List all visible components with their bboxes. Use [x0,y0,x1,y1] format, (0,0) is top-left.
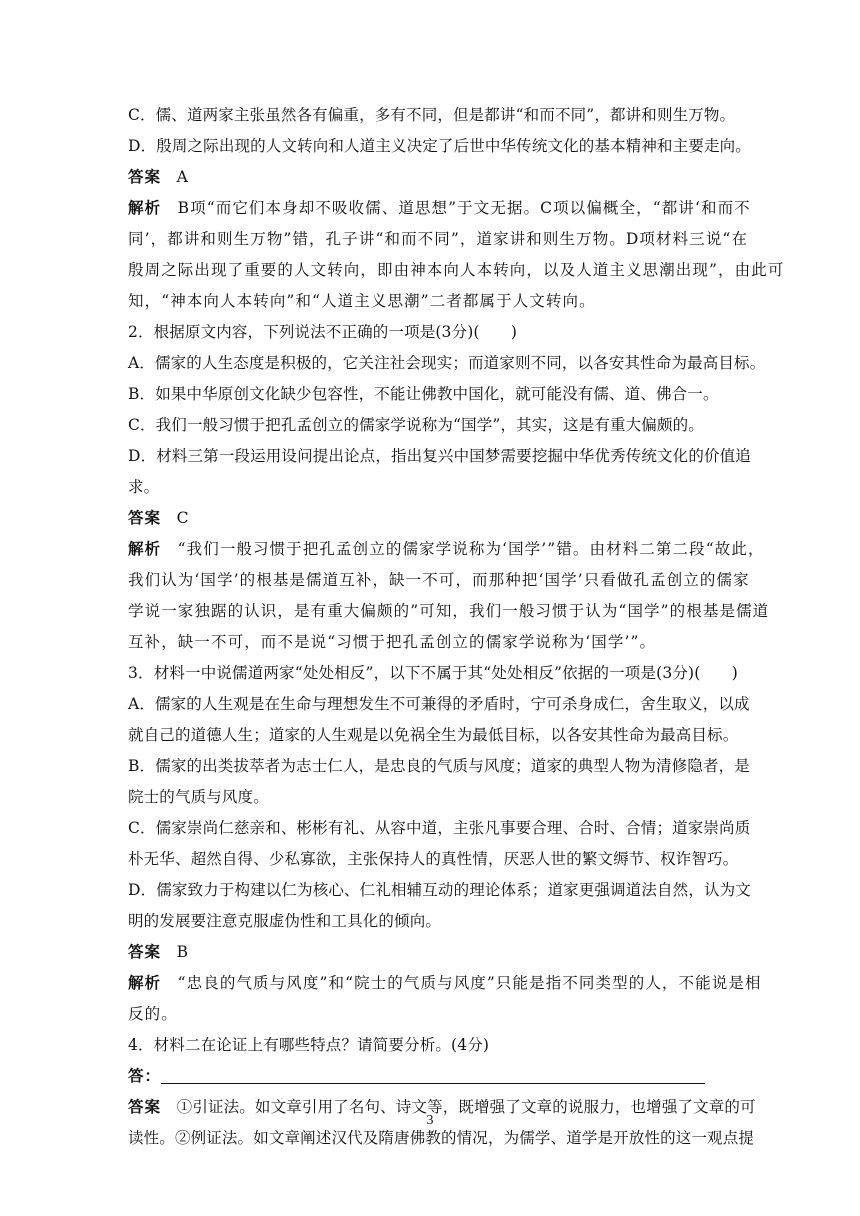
text-line [128,1030,738,1061]
line-text: 朴无华、超然自得、少私寡欲，主张保持人的真性情，厌恶人世的繁文缛节、权诈智巧。 [128,850,739,868]
answer-blank[interactable] [161,1065,705,1084]
text-line [128,410,738,441]
line-text: D．材料三第一段运用设问提出论点，指出复兴中国梦需要挖掘中华优秀传统文化的价值追 [128,447,751,465]
text-line [128,503,738,534]
line-text: C．儒、道两家主张虽然各有偏重，多有不同，但是都讲“和而不同”，都讲和则生万物。 [128,106,736,124]
page-number: 3 [426,1113,434,1128]
text-line [128,565,750,596]
text-line [128,286,738,317]
text-line [128,255,785,286]
text-line [128,441,751,472]
text-line [128,720,738,751]
line-text: B．儒家的出类拔萃者为志士仁人，是忠良的气质与风度；道家的典型人物为清修隐者，是 [128,757,750,775]
line-text: 知，“神本向人本转向”和“人道主义思潮”二者都属于人文转向。 [128,292,596,310]
line-text: 3．材料一中说儒道两家“处处相反”，以下不属于其“处处相反”依据的一项是(3分)( ) [128,664,738,682]
text-line [128,472,738,503]
line-text: A [161,168,189,186]
line-label: 答案 [128,943,162,961]
text-line [128,937,738,968]
text-line [128,658,738,689]
line-label: 答案 [128,168,162,186]
line-label: 解析 [128,540,162,558]
text-line [128,782,738,813]
line-text: 学说一家独踞的认识，是有重大偏颇的”可知，我们一般习惯于认为“国学”的根基是儒道 [128,602,770,620]
text-line [128,162,738,193]
line-label: 解析 [128,974,162,992]
line-label: 答案 [128,1098,162,1116]
text-line [128,875,751,906]
text-line [128,348,766,379]
line-text: 殷周之际出现了重要的人文转向，即由神本向人本转向，以及人道主义思潮出现”，由此可 [128,261,785,279]
line-text: 我们认为‘国学’的根基是儒道互补，缺一不可，而那种把‘国学’只看做孔孟创立的儒家 [128,571,750,589]
line-text: B [161,943,189,961]
text-line [128,596,770,627]
text-line [128,534,765,565]
line-text: 4．材料二在论证上有哪些特点？请简要分析。(4分) [128,1036,490,1054]
line-text: ①引证法。如文章引用了名句、诗文等，既增强了文章的说服力，也增强了文章的可 [161,1098,756,1116]
text-line [128,813,751,844]
line-text: C．我们一般习惯于把孔孟创立的儒家学说称为“国学”，其实，这是有重大偏颇的。 [128,416,704,434]
line-text: “忠良的气质与风度”和“院士的气质与风度”只能是指不同类型的人，不能说是相 [161,974,762,992]
line-text: D．儒家致力于构建以仁为核心、仁礼相辅互动的理论体系；道家更强调道法自然，认为文 [128,881,751,899]
line-label: 解析 [128,199,162,217]
text-line [128,844,738,875]
text-line [128,751,750,782]
text-line [128,627,738,658]
line-text: B．如果中华原创文化缺少包容性，不能让佛教中国化，就可能没有儒、道、佛合一。 [128,385,719,403]
line-text: A．儒家的人生观是在生命与理想发生不可兼得的矛盾时，宁可杀身成仁，舍生取义，以成 [128,695,750,713]
text-line [128,999,738,1030]
line-text: 院士的气质与风度。 [128,788,269,806]
line-text: A．儒家的人生态度是积极的，它关注社会现实；而道家则不同，以各安其性命为最高目标。 [128,354,766,372]
line-text: 同’，都讲和则生万物”错，孔子讲“和而不同”，道家讲和则生万物。D项材料三说“在 [128,230,749,248]
line-text: “我们一般习惯于把孔孟创立的儒家学说称为‘国学’”错。由材料二第二段“故此， [161,540,765,558]
line-text: 求。 [128,478,160,496]
document-body [128,100,785,1154]
text-line [128,689,750,720]
text-line [128,131,751,162]
line-text: C．儒家崇尚仁慈亲和、彬彬有礼、从容中道，主张凡事要合理、合时、合情；道家崇尚质 [128,819,751,837]
text-line [128,379,738,410]
line-text: C [161,509,189,527]
text-line [128,193,751,224]
text-line [128,317,738,348]
text-line [128,1061,738,1092]
line-label: 答案 [128,509,162,527]
text-line [128,968,762,999]
line-label: 答： [128,1067,162,1085]
line-text: 反的。 [128,1005,178,1023]
line-text: 读性。②例证法。如文章阐述汉代及隋唐佛教的情况，为儒学、道学是开放性的这一观点提 [128,1129,755,1147]
text-line [128,100,738,131]
text-line [128,224,749,255]
line-text: 2．根据原文内容，下列说法不正确的一项是(3分)( ) [128,323,518,341]
line-text: D．殷周之际出现的人文转向和人道主义决定了后世中华传统文化的基本精神和主要走向。 [128,137,751,155]
line-text: 互补，缺一不可，而不是说“习惯于把孔孟创立的儒家学说称为‘国学’”。 [128,633,657,651]
line-text: 明的发展要注意克服虚伪性和工具化的倾向。 [128,912,442,930]
line-text: B项“而它们本身却不吸收儒、道思想”于文无据。C项以偏概全，“都讲‘和而不 [161,199,751,217]
text-line [128,906,738,937]
line-text: 就自己的道德人生；道家的人生观是以免祸全生为最低目标，以各安其性命为最高目标。 [128,726,739,744]
